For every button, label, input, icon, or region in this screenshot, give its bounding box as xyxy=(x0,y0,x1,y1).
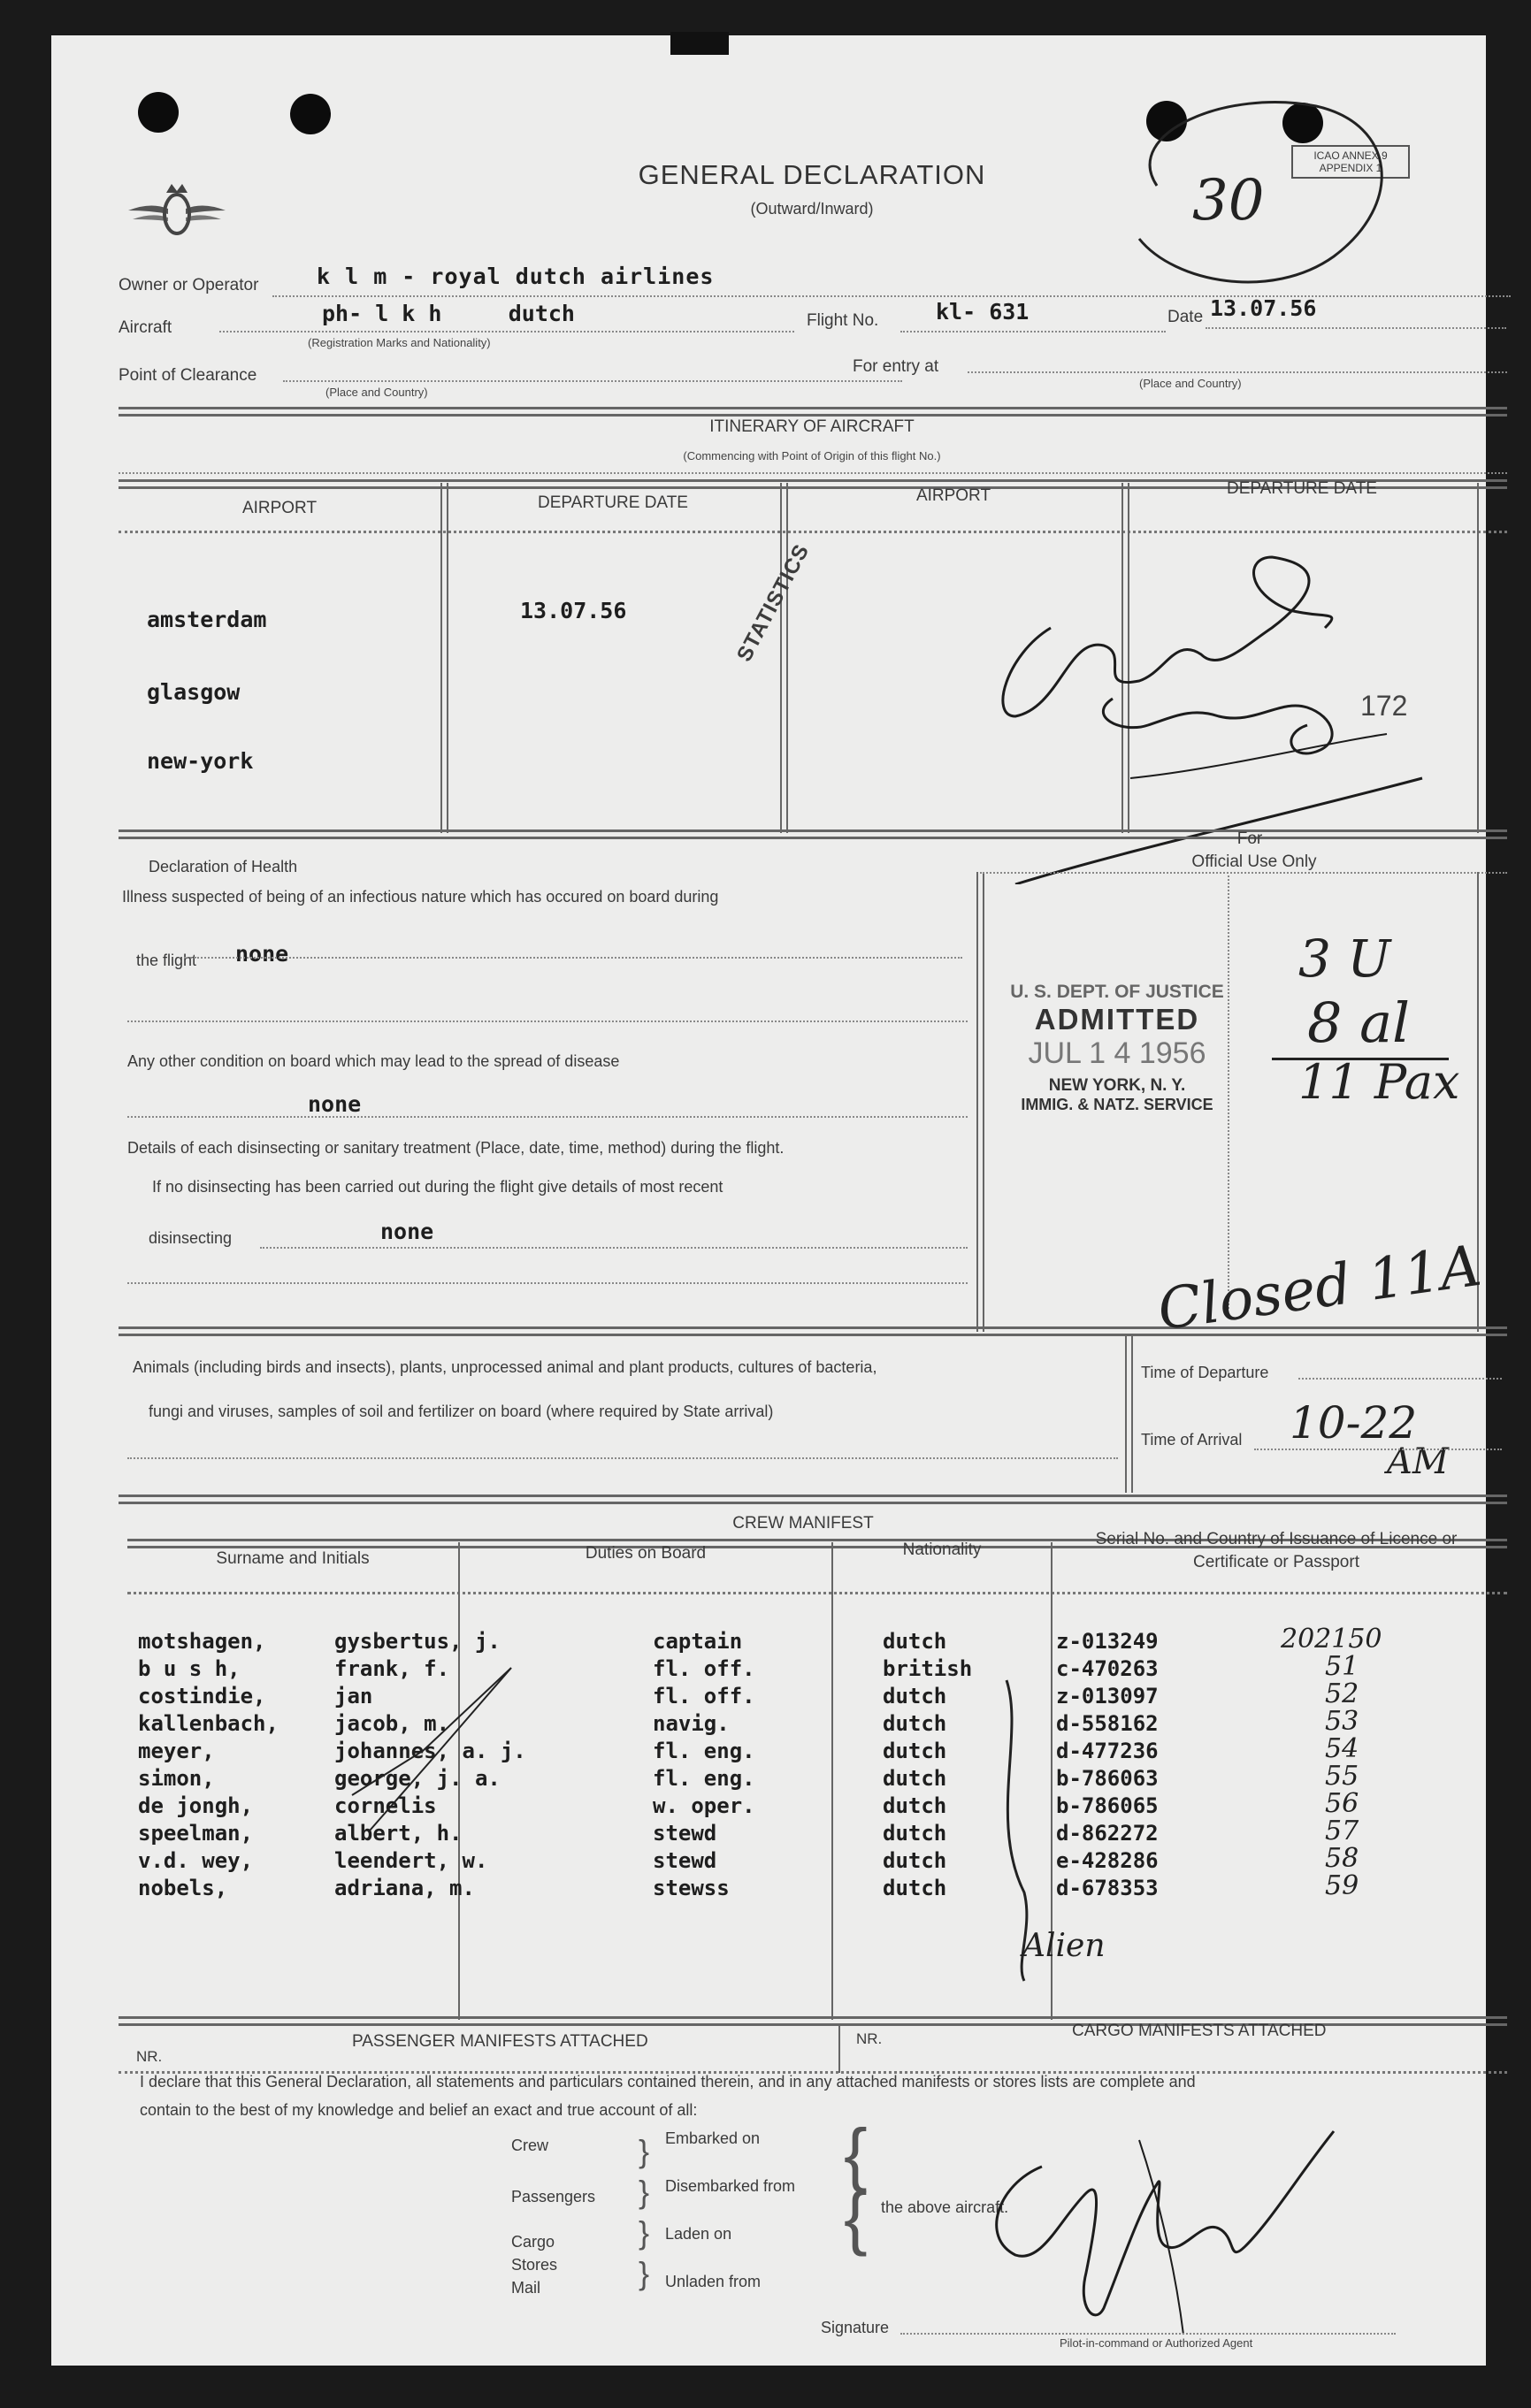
decl-unladen: Unladen from xyxy=(665,2273,762,2290)
animals-line2: fungi and viruses, samples of soil and fertilizer on board (where required by State arrival) xyxy=(149,1403,774,1420)
aircraft-label: Aircraft xyxy=(119,318,172,337)
owner-value: k l m - royal dutch airlines xyxy=(317,264,715,289)
decl-stores: Stores xyxy=(511,2256,558,2274)
crew-nationality: dutch xyxy=(883,1629,947,1654)
itin-header-airport-1: AIRPORT xyxy=(241,499,318,517)
crew-serial-number: b-786065 xyxy=(1056,1793,1159,1818)
itin-header-airport-2: AIRPORT xyxy=(915,486,991,505)
declaration-right-list xyxy=(665,2126,795,2294)
stamp-admitted: ADMITTED xyxy=(1034,1003,1200,1036)
crew-given-names: gysbertus, j. xyxy=(334,1629,501,1654)
crew-serial-number: b-786063 xyxy=(1056,1766,1159,1791)
icao-annex: ICAO ANNEX 9 xyxy=(1313,149,1388,162)
stamp-service: IMMIG. & NATZ. SERVICE xyxy=(1021,1096,1213,1113)
decl-passengers: Passengers xyxy=(511,2188,596,2205)
airport-newyork: new-york xyxy=(147,748,254,774)
crew-handwritten-number: 51 xyxy=(1325,1651,1359,1682)
official-title-1: For xyxy=(1236,829,1263,848)
crew-nationality: dutch xyxy=(883,1848,947,1873)
entry-label: For entry at xyxy=(853,357,939,376)
itinerary-number: 172 xyxy=(1360,690,1408,722)
date-value: 13.07.56 xyxy=(1210,295,1317,321)
crew-surname: simon, xyxy=(138,1766,215,1791)
official-title-2: Official Use Only xyxy=(1191,852,1317,871)
punch-hole xyxy=(290,94,331,134)
crew-surname: v.d. wey, xyxy=(138,1848,254,1873)
passenger-manifests: PASSENGER MANIFESTS ATTACHED xyxy=(352,2032,648,2051)
crew-given-names: jacob, m. xyxy=(334,1711,450,1736)
page-mark: 30 xyxy=(1192,168,1265,233)
crew-duty: navig. xyxy=(653,1711,730,1736)
crew-given-names: cornelis xyxy=(334,1793,437,1818)
crew-surname: motshagen, xyxy=(138,1629,266,1654)
crew-bracket-marks xyxy=(140,1627,1113,1999)
crew-given-names: jan xyxy=(334,1684,373,1709)
decl-mail: Mail xyxy=(511,2279,541,2297)
health-q3b: If no disinsecting has been carried out during the flight give details of most recent xyxy=(152,1178,723,1196)
signature-label: Signature xyxy=(821,2319,890,2336)
crew-nationality: dutch xyxy=(883,1684,947,1709)
crew-given-names: george, j. a. xyxy=(334,1766,501,1791)
health-q3: Details of each disinsecting or sanitary treatment (Place, date, time, method) during the flight. xyxy=(127,1139,785,1157)
crew-handwritten-number: 59 xyxy=(1325,1870,1359,1901)
statistics-stamp: STATISTICS xyxy=(732,539,815,666)
crew-handwritten-number: 57 xyxy=(1325,1816,1359,1846)
crew-handwritten-number: 53 xyxy=(1325,1706,1359,1737)
crew-handwritten-number: 202150 xyxy=(1281,1624,1382,1655)
declaration-line1: I declare that this General Declaration, all statements and particulars contained therein, and in any attached manifests or stores lists are complete and xyxy=(140,2073,1196,2091)
decl-embarked: Embarked on xyxy=(665,2129,761,2147)
crew-header-surname: Surname and Initials xyxy=(216,1549,370,1568)
punch-hole xyxy=(138,92,179,133)
stamp-dept: U. S. DEPT. OF JUSTICE xyxy=(1010,982,1224,1002)
declaration-braces: } } } } xyxy=(639,2133,650,2291)
crew-duty: fl. off. xyxy=(653,1684,755,1709)
official-signature-scribble xyxy=(953,513,1484,884)
crew-given-names: leendert, w. xyxy=(334,1848,488,1873)
form-subtitle: (Outward/Inward) xyxy=(750,200,874,218)
itin-header-date-2: DEPARTURE DATE xyxy=(1227,479,1377,498)
cargo-nr-label: NR. xyxy=(856,2030,883,2047)
crew-header-serial: Serial No. and Country of Issuance of Licence or Certificate or Passport xyxy=(1095,1530,1458,1571)
signature-note: Pilot-in-command or Authorized Agent xyxy=(1060,2336,1253,2350)
icao-appendix: APPENDIX 1 xyxy=(1319,162,1382,174)
health-q2: Any other condition on board which may lead to the spread of disease xyxy=(127,1052,620,1070)
crew-nationality: dutch xyxy=(883,1821,947,1846)
clearance-note: (Place and Country) xyxy=(325,386,428,399)
circle-annotation xyxy=(1104,80,1440,327)
departure-time-label: Time of Departure xyxy=(1141,1364,1269,1381)
itinerary-note: (Commencing with Point of Origin of this flight No.) xyxy=(683,449,941,462)
itinerary-title: ITINERARY OF AIRCRAFT xyxy=(709,417,915,436)
note-pax-count: 11 Pax xyxy=(1298,1054,1460,1110)
stamp-city: NEW YORK, N. Y. xyxy=(1048,1076,1186,1095)
declaration-left-list xyxy=(511,2131,595,2299)
passenger-nr-label: NR. xyxy=(136,2048,163,2065)
health-a3: none xyxy=(380,1219,434,1244)
crew-serial-number: d-862272 xyxy=(1056,1821,1159,1846)
crew-surname: costindie, xyxy=(138,1684,266,1709)
flight-value: kl- 631 xyxy=(936,299,1030,325)
crew-surname: de jongh, xyxy=(138,1793,254,1818)
crew-given-names: albert, h. xyxy=(334,1821,463,1846)
crew-serial-number: e-428286 xyxy=(1056,1848,1159,1873)
arrival-time-label: Time of Arrival xyxy=(1141,1431,1243,1449)
aircraft-value: ph- l k h dutch xyxy=(322,301,575,326)
alien-note: Alien xyxy=(1022,1928,1106,1964)
decl-crew: Crew xyxy=(511,2137,549,2154)
crew-surname: meyer, xyxy=(138,1739,215,1763)
arrival-time-value: 10-22 xyxy=(1290,1397,1418,1449)
closed-mark: Closed 11A xyxy=(1153,1233,1486,1344)
owner-label: Owner or Operator xyxy=(119,276,259,294)
crew-duty: w. oper. xyxy=(653,1793,755,1818)
crew-serial-number: d-558162 xyxy=(1056,1711,1159,1736)
crew-surname: b u s h, xyxy=(138,1656,241,1681)
note-crew-count: 3 U xyxy=(1298,929,1391,989)
crew-serial-number: d-678353 xyxy=(1056,1876,1159,1900)
health-q3c: disinsecting xyxy=(149,1229,233,1247)
crew-nationality: dutch xyxy=(883,1876,947,1900)
declaration-line2: contain to the best of my knowledge and belief an exact and true account of all: xyxy=(140,2101,698,2119)
crew-duty: fl. eng. xyxy=(653,1766,755,1791)
crew-surname: nobels, xyxy=(138,1876,228,1900)
crew-duty: captain xyxy=(653,1629,743,1654)
animals-line1: Animals (including birds and insects), plants, unprocessed animal and plant products, cultures of bacteria, xyxy=(133,1358,877,1376)
klm-logo-icon xyxy=(124,175,230,244)
crew-nationality: dutch xyxy=(883,1711,947,1736)
crew-duty: fl. off. xyxy=(653,1656,755,1681)
health-title: Declaration of Health xyxy=(149,858,298,875)
crew-duty: stewss xyxy=(653,1876,730,1900)
crew-nationality: dutch xyxy=(883,1739,947,1763)
crew-nationality: dutch xyxy=(883,1793,947,1818)
general-declaration-form xyxy=(51,35,1486,2366)
airport-glasgow: glasgow xyxy=(147,679,241,705)
flight-label: Flight No. xyxy=(807,311,879,330)
crew-duty: fl. eng. xyxy=(653,1739,755,1763)
clearance-label: Point of Clearance xyxy=(119,366,257,385)
crew-handwritten-number: 55 xyxy=(1325,1761,1359,1792)
crew-header-duties: Duties on Board xyxy=(585,1544,707,1563)
form-title: GENERAL DECLARATION xyxy=(638,159,986,190)
declaration-big-brace: { { xyxy=(844,2114,868,2257)
crew-header-nationality: Nationality xyxy=(902,1540,982,1559)
decl-laden: Laden on xyxy=(665,2225,732,2243)
decl-cargo: Cargo xyxy=(511,2233,555,2251)
crew-handwritten-number: 52 xyxy=(1325,1678,1359,1709)
admitted-stamp xyxy=(980,982,1254,1114)
health-a1: none xyxy=(235,941,289,967)
crew-duty: stewd xyxy=(653,1848,717,1873)
crew-serial-number: z-013249 xyxy=(1056,1629,1159,1654)
crew-surname: speelman, xyxy=(138,1821,254,1846)
crew-serial-number: c-470263 xyxy=(1056,1656,1159,1681)
health-q1b: the flight xyxy=(136,952,197,969)
health-q1: Illness suspected of being of an infectious nature which has occured on board during xyxy=(122,888,719,906)
above-aircraft: the above aircraft. xyxy=(881,2198,1009,2216)
date-label: Date xyxy=(1167,308,1204,326)
cargo-manifests: CARGO MANIFESTS ATTACHED xyxy=(1072,2022,1327,2040)
decl-disembarked: Disembarked from xyxy=(665,2177,796,2195)
clip-mark xyxy=(670,32,729,55)
crew-serial-number: z-013097 xyxy=(1056,1684,1159,1709)
departure-date-value: 13.07.56 xyxy=(520,598,627,623)
crew-handwritten-number: 54 xyxy=(1325,1733,1359,1764)
crew-given-names: frank, f. xyxy=(334,1656,450,1681)
health-a2: none xyxy=(308,1091,362,1117)
crew-nationality: dutch xyxy=(883,1766,947,1791)
crew-given-names: adriana, m. xyxy=(334,1876,475,1900)
crew-given-names: johannes, a. j. xyxy=(334,1739,526,1763)
crew-nationality: british xyxy=(883,1656,973,1681)
arrival-ampm: AM xyxy=(1387,1441,1449,1482)
stamp-date: JUL 1 4 1956 xyxy=(1028,1036,1206,1070)
crew-title: CREW MANIFEST xyxy=(732,1514,874,1533)
aircraft-note: (Registration Marks and Nationality) xyxy=(308,336,491,349)
airport-amsterdam: amsterdam xyxy=(147,607,267,632)
itin-header-date-1: DEPARTURE DATE xyxy=(538,493,688,512)
crew-duty: stewd xyxy=(653,1821,717,1846)
crew-handwritten-number: 58 xyxy=(1325,1843,1359,1874)
crew-serial-number: d-477236 xyxy=(1056,1739,1159,1763)
crew-handwritten-number: 56 xyxy=(1325,1788,1359,1819)
entry-note: (Place and Country) xyxy=(1139,377,1242,390)
crew-surname: kallenbach, xyxy=(138,1711,279,1736)
pilot-signature xyxy=(962,2087,1387,2352)
note-al-count: 8 al xyxy=(1307,990,1410,1055)
